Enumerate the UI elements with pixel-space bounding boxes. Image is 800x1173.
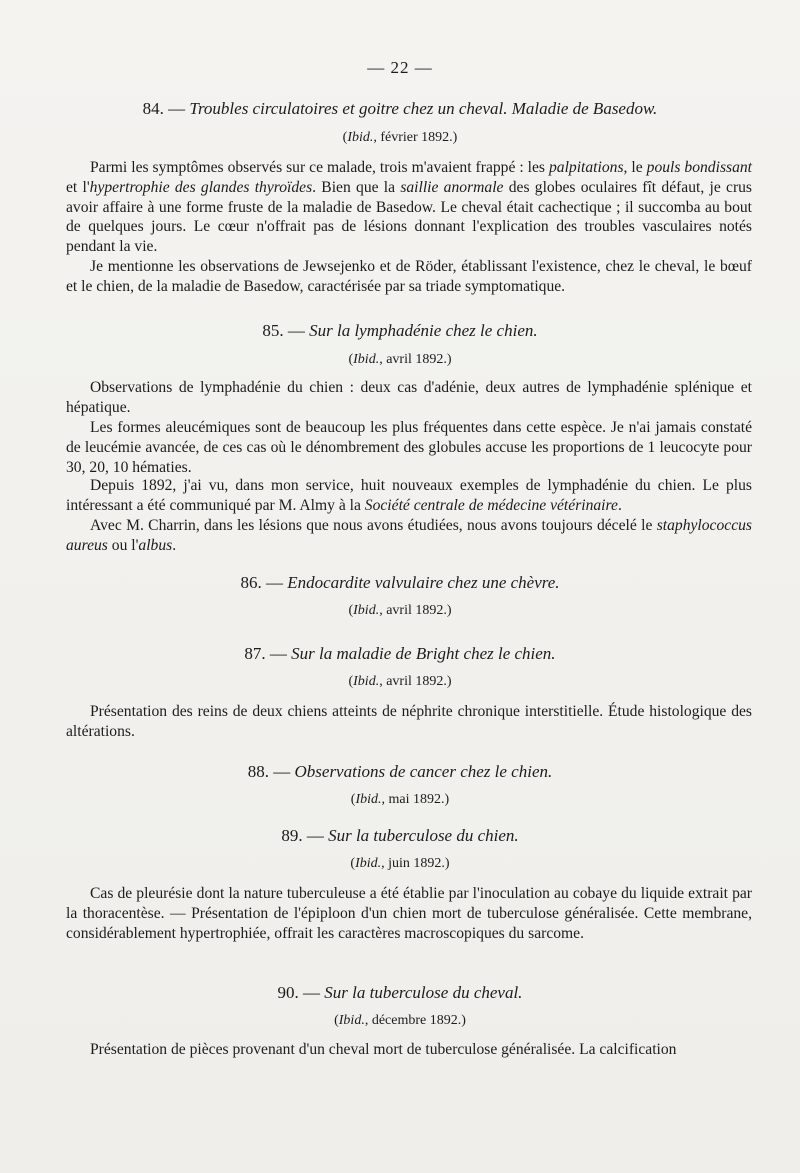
text-run: Avec M. Charrin, dans les lésions que nous avons étudiées, nous avons toujours décelé le [90, 517, 657, 534]
section-89-title: 89. — Sur la tuberculose du chien. [281, 826, 519, 845]
text-run: , le [623, 159, 647, 176]
section-85-paragraph-1 [66, 378, 752, 418]
section-88-title: 88. — Observations de cancer chez le chien. [247, 762, 553, 781]
section-85-paragraph-3 [66, 476, 752, 516]
text-run: Je mentionne les observations de Jewsejenko et de Röder, établissant l'existence, chez le cheval, le bœuf et le chien, de la maladie de Basedow, caractérisée par sa triade symptomatique. [66, 258, 752, 295]
section-85-source: (Ibid., avril 1892.) [348, 352, 452, 367]
section-84-title: 84. — Troubles circulatoires et goitre chez un cheval. Maladie de Basedow. [142, 99, 658, 118]
text-run: Les formes aleucémiques sont de beaucoup les plus fréquentes dans cette espèce. Je n'ai jamais constaté de leucémie avancée, de ces cas où le dénombrement des globules accuse les proportions de 1 leucocyte pour 30, 20, 10 hématies. [66, 419, 752, 476]
text-run: et l' [66, 178, 90, 196]
text-run: Parmi les symptômes observés sur ce malade, trois m'avaient frappé : les [90, 159, 549, 176]
italic-run: albus [138, 536, 173, 554]
section-84-source: (Ibid., février 1892.) [342, 130, 458, 145]
italic-run: Société centrale de médecine vétérinaire [364, 496, 618, 514]
italic-run: palpitations [549, 159, 624, 176]
section-85-paragraph-4 [66, 516, 752, 556]
italic-run: saillie anormale [400, 178, 504, 196]
section-84-paragraph-2 [66, 257, 752, 297]
text-run: des globes oculaires fît défaut, je crus avoir affaire à une forme fruste de la maladie de Basedow. Le cheval était cachectique ; il succomba au bout de quelques jours. Le cœur n'offrait pas de lésions donnant l'explication des troubles vasculaires notés pendant la vie. [66, 178, 753, 256]
section-86-source: (Ibid., avril 1892.) [348, 603, 452, 618]
section-86-title: 86. — Endocardite valvulaire chez une chèvre. [240, 573, 560, 592]
section-89-paragraph-1 [66, 884, 752, 943]
text-run: . [617, 496, 622, 514]
text-run: . Bien que la [312, 178, 401, 196]
section-89-source: (Ibid., juin 1892.) [350, 856, 450, 871]
text-run: Cas de pleurésie dont la nature tuberculeuse a été établie par l'inoculation au cobaye du liquide extrait par la thoracentèse. — Présentation de l'épiploon d'un chien mort de tuberculose généralisée. Cette membrane, considérablement hypertrophiée, offrait les caractères macroscopiques du sarcome. [66, 885, 752, 942]
section-90-title: 90. — Sur la tuberculose du cheval. [277, 983, 523, 1002]
text-run: Présentation de pièces provenant d'un cheval mort de tuberculose généralisée. La calcification [90, 1041, 677, 1058]
text-run: . [172, 536, 177, 554]
text-run: Depuis 1892, j'ai vu, dans mon service, huit nouveaux exemples de lymphadénie du chien. Le plus intéressant a été communiqué par M. Almy à la [66, 477, 752, 514]
section-87-source: (Ibid., avril 1892.) [348, 674, 452, 689]
section-87-title: 87. — Sur la maladie de Bright chez le chien. [244, 644, 556, 663]
section-90-source: (Ibid., décembre 1892.) [334, 1013, 466, 1028]
text-run: Présentation des reins de deux chiens atteints de néphrite chronique interstitielle. Étude histologique des altérations. [66, 703, 752, 740]
section-85-paragraph-2 [66, 418, 752, 477]
italic-run: hypertrophie des glandes thyroïdes [89, 178, 313, 196]
section-88-source: (Ibid., mai 1892.) [350, 792, 450, 807]
italic-run: staphylococcus aureus [66, 517, 752, 554]
section-84-paragraph-1 [66, 158, 752, 257]
italic-run: pouls bondissant [646, 159, 753, 176]
text-run: ou l' [107, 536, 139, 554]
section-85-title: 85. — Sur la lymphadénie chez le chien. [262, 321, 538, 340]
page-number: — 22 — [367, 58, 433, 77]
text-run: Observations de lymphadénie du chien : deux cas d'adénie, deux autres de lymphadénie splénique et hépatique. [66, 379, 752, 416]
section-87-paragraph-1 [66, 702, 752, 742]
section-90-paragraph-1 [66, 1040, 752, 1060]
